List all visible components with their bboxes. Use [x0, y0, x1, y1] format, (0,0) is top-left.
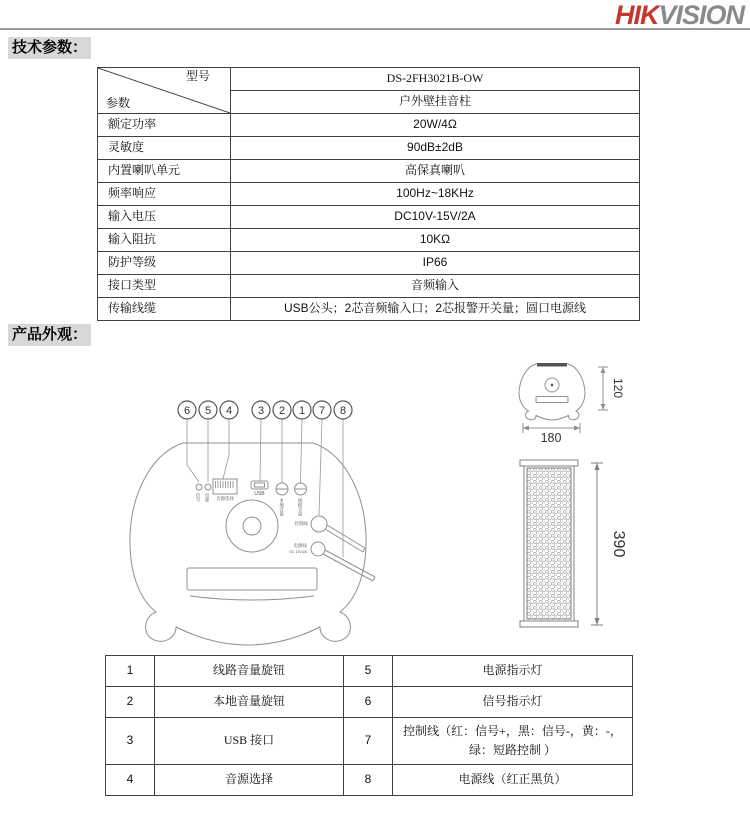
leader-line-4: [223, 419, 229, 479]
legend-desc: 音源选择: [155, 765, 344, 796]
spec-label: 频率响应: [98, 183, 231, 206]
leader-line-6: [187, 419, 199, 482]
device-body-outline: [130, 443, 366, 645]
spec-label: 接口类型: [98, 275, 231, 298]
power-cable-sublabel: DC 12V/2A: [289, 550, 307, 554]
legend-desc: 线路音量旋钮: [155, 656, 344, 687]
power-cable-label: 电源线: [293, 543, 307, 548]
spec-value: USB公头；2芯音频输入口；2芯报警开关量；圆口电源线: [231, 298, 640, 321]
leader-line-1: [301, 419, 303, 483]
dim-arrow: [523, 426, 529, 431]
legend-num: 5: [344, 656, 393, 687]
control-cable: [327, 525, 365, 548]
spec-model-value: DS-2FH3021B-OW: [231, 68, 640, 91]
legend-desc: USB 接口: [155, 718, 344, 765]
legend-desc: 电源线（红正黑负）: [393, 765, 633, 796]
power-indicator-label: 电源: [205, 493, 211, 502]
dimension-depth: 120: [611, 377, 625, 399]
device-top-panel-drawing: [110, 395, 400, 650]
callout-number: 4: [225, 405, 233, 417]
leader-line-3: [260, 419, 261, 481]
speaker-cone-inner: [243, 517, 261, 535]
table-row: [98, 68, 640, 91]
signal-indicator: [196, 484, 202, 490]
table-row: [106, 765, 633, 796]
bottom-arc: [190, 596, 314, 600]
table-row: [98, 252, 640, 275]
dim-arrow: [595, 618, 600, 625]
spec-label: 输入阻抗: [98, 229, 231, 252]
line-volume-label: 线路音量: [298, 498, 304, 516]
control-cable-label: 控制线: [294, 521, 308, 526]
dimension-width: 180: [540, 431, 562, 445]
bottom-slot: [187, 568, 317, 590]
callout-number: 1: [298, 405, 306, 417]
spec-value: DC10V-15V/2A: [231, 206, 640, 229]
callout-number: 8: [339, 405, 347, 417]
spec-type-value: 户外壁挂音柱: [231, 91, 640, 114]
spec-label: 内置喇叭单元: [98, 160, 231, 183]
control-cable: [325, 529, 363, 552]
dimension-height: 390: [610, 530, 627, 558]
device-front-view-diagram: [515, 450, 635, 650]
logo-hik-text: HIK: [614, 0, 659, 30]
table-row: [98, 160, 640, 183]
control-cable-gland: [311, 516, 327, 532]
table-row: [98, 298, 640, 321]
section-title-tech-params: 技术参数：: [8, 37, 91, 59]
callout-number: 5: [204, 405, 212, 417]
spec-label: 灵敏度: [98, 137, 231, 160]
legend-table: [105, 655, 633, 796]
table-row: [98, 183, 640, 206]
spec-value: 高保真喇叭: [231, 160, 640, 183]
callout-number: 3: [257, 405, 265, 417]
source-select-label: 音源选择: [216, 496, 234, 501]
device-top-view-diagram: [500, 355, 650, 445]
front-view-drawing: [515, 450, 635, 650]
dim-arrow: [595, 463, 600, 470]
callout-number: 7: [318, 405, 326, 417]
table-row: [98, 206, 640, 229]
dip-switch-teeth: [216, 481, 234, 488]
usb-port: [251, 481, 268, 489]
dim-arrow: [601, 367, 606, 373]
leader-line-7: [319, 419, 322, 515]
top-view-mount-strip: [537, 363, 567, 367]
power-cable-gland: [311, 542, 325, 556]
section-title-product-appearance: 产品外观：: [8, 324, 91, 346]
corner-label-model: 型号: [185, 69, 210, 83]
legend-desc: 控制线（红：信号+，黑：信号-，黄：-，绿：短路控制 ）: [393, 718, 633, 765]
spec-label: 传输线缆: [98, 298, 231, 321]
usb-port-inner: [255, 483, 265, 487]
legend-desc: 本地音量旋钮: [155, 687, 344, 718]
power-cable-end: [373, 577, 375, 581]
spec-value: 90dB±2dB: [231, 137, 640, 160]
dim-arrow: [574, 426, 580, 431]
top-view-center-dot: [551, 384, 554, 387]
spec-value: 20W/4Ω: [231, 114, 640, 137]
speaker-cone-outer: [226, 500, 278, 552]
legend-num: 3: [106, 718, 155, 765]
local-volume-label: 本地音量: [279, 498, 285, 516]
table-row: [98, 137, 640, 160]
legend-num: 2: [106, 687, 155, 718]
usb-label: USB: [254, 491, 265, 497]
hikvision-logo: [615, 0, 744, 31]
top-view-slot: [536, 397, 568, 403]
spec-table: [97, 67, 640, 321]
spec-value: 音频输入: [231, 275, 640, 298]
legend-num: 7: [344, 718, 393, 765]
spec-value: 10KΩ: [231, 229, 640, 252]
legend-num: 4: [106, 765, 155, 796]
corner-label-param: 参数: [106, 95, 131, 110]
front-view-bottom-cap: [520, 621, 578, 627]
spec-diagonal-header-cell: [98, 68, 231, 114]
legend-desc: 电源指示灯: [393, 656, 633, 687]
control-cable-end: [363, 548, 365, 552]
legend-num: 6: [344, 687, 393, 718]
power-indicator: [205, 484, 211, 490]
table-row: [98, 114, 640, 137]
header-divider: [0, 28, 750, 30]
spec-value: IP66: [231, 252, 640, 275]
table-row: [106, 656, 633, 687]
callout-number: 2: [278, 405, 286, 417]
device-top-panel-diagram: [110, 395, 400, 650]
spec-value: 100Hz~18KHz: [231, 183, 640, 206]
table-row: [98, 275, 640, 298]
dim-arrow: [601, 404, 606, 410]
table-row: [106, 687, 633, 718]
table-row: [98, 229, 640, 252]
front-view-top-cap: [520, 460, 578, 466]
top-view-drawing: [500, 355, 650, 445]
callout-number: 6: [183, 405, 191, 417]
legend-desc: 信号指示灯: [393, 687, 633, 718]
logo-vision-text: VISION: [658, 0, 744, 30]
spec-label: 防护等级: [98, 252, 231, 275]
front-view-grille: [527, 468, 571, 619]
power-cable: [325, 550, 375, 577]
legend-num: 1: [106, 656, 155, 687]
spec-label: 输入电压: [98, 206, 231, 229]
table-row: [106, 718, 633, 765]
signal-indicator-label: 信号: [196, 493, 202, 502]
spec-label: 额定功率: [98, 114, 231, 137]
dip-switch: [213, 479, 237, 494]
legend-num: 8: [344, 765, 393, 796]
